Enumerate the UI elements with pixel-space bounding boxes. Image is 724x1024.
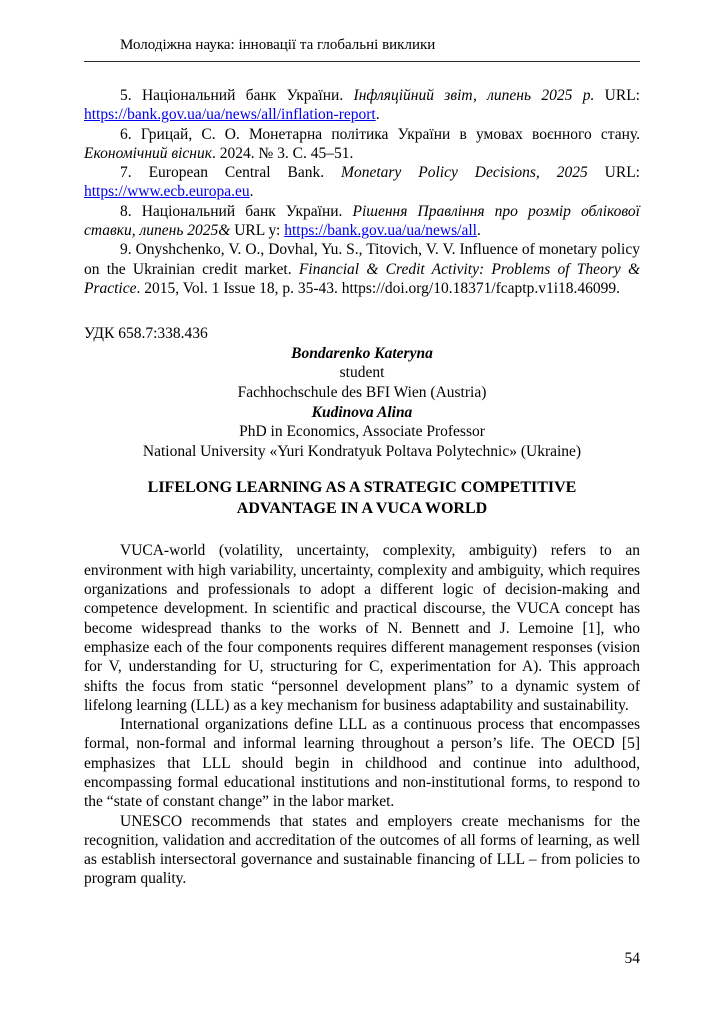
body-paragraph: International organizations define LLL as a continuous process that encompasses formal, non-formal and informal learning throughout a person’s life. The OECD [5] emphasizes that LLL should begin in childhood and continue into adulthood, encompassing formal educational institutions and non-institutional forms, to respond to the “state of constant change” in the labor market.: [84, 716, 640, 811]
reference-text: 8. Національний банк України.: [120, 202, 353, 220]
author-name: Kudinova Alina: [311, 403, 413, 421]
reference-text: .: [249, 183, 254, 201]
reference-text: URL у:: [230, 222, 285, 240]
author-role: PhD in Economics, Associate Professor: [239, 423, 485, 441]
udc-code: УДК 658.7:338.436: [84, 325, 208, 343]
reference-text: 6. Грицай, С. О. Монетарна політика України в умовах воєнного стану.: [120, 125, 640, 143]
reference-italic-text: Економічний вісник: [84, 144, 212, 162]
article-title: [84, 478, 640, 519]
author-affiliation: Fachhochschule des BFI Wien (Austria): [237, 384, 487, 402]
reference-text: . 2015, Vol. 1 Issue 18, p. 35-43. https://doi.org/10.18371/fcaptp.v1i18.46099.: [136, 279, 621, 297]
reference-link[interactable]: https://bank.gov.ua/ua/news/all/inflation-report: [84, 106, 376, 124]
author-affiliation: National University «Yuri Kondratyuk Poltava Polytechnic» (Ukraine): [142, 442, 582, 460]
running-header: [84, 36, 640, 62]
reference-italic-text: Monetary Policy Decisions, 2025: [341, 164, 588, 182]
running-header-text: Молодіжна наука: інновації та глобальні виклики: [120, 37, 436, 53]
reference-italic-text: Інфляційний звіт, липень 2025 р.: [353, 87, 595, 104]
reference-italic-text: Financial & Credit Activity: Problems of Theory & Practice: [84, 260, 641, 297]
reference-text: URL:: [587, 164, 640, 182]
body-paragraph: VUCA-world (volatility, uncertainty, complexity, ambiguity) refers to an environment with high variability, uncertainty, complexity and ambiguity, which requires organizations and professionals to adopt a different logic of decision-making and competence development. In scientific and practical discourse, the VUCA concept has become widespread thanks to the works of N. Bennett and J. Lemoine [1], who emphasize each of the four components requires different management responses (vision for V, understanding for U, structuring for C, experimentation for A). This approach shifts the focus from static “personnel development plans” to a dynamic system of lifelong learning (LLL) as a key mechanism for business adaptability and sustainability.: [84, 542, 640, 714]
reference-text: . 2024. № 3. С. 45–51.: [212, 144, 354, 162]
reference-link[interactable]: https://bank.gov.ua/ua/news/all: [284, 222, 477, 240]
reference-link[interactable]: https://www.ecb.europa.eu: [84, 183, 250, 201]
reference-item: [84, 240, 640, 298]
reference-italic-text: Рішення Правління про розмір облікової ставки, липень 2025&: [84, 202, 640, 240]
reference-text: 9. Onyshchenko, V. O., Dovhal, Yu. S., Titovich, V. V. Influence of monetary policy on the Ukrainian credit market.: [84, 241, 640, 278]
reference-item: [84, 202, 640, 241]
reference-text: 5. Національний банк України.: [120, 87, 354, 104]
author-role: student: [339, 364, 385, 382]
reference-item: [84, 86, 640, 125]
references-list: [84, 86, 640, 298]
reference-text: .: [375, 106, 380, 124]
body-paragraph: UNESCO recommends that states and employers create mechanisms for the recognition, validation and accreditation of the outcomes of all forms of learning, as well as establish intersectoral governance and sustainable financing of LLL – from policies to program quality.: [84, 812, 640, 888]
reference-item: [84, 163, 640, 202]
article-title-line: LIFELONG LEARNING AS A STRATEGIC COMPETITIVE: [147, 479, 577, 497]
reference-item: [84, 125, 640, 164]
author-block: [84, 344, 640, 462]
reference-text: 7. European Central Bank.: [120, 164, 342, 182]
reference-text: URL:: [594, 87, 640, 104]
page-number: 54: [624, 950, 640, 967]
article-body: [84, 541, 640, 888]
article-title-line: ADVANTAGE IN A VUCA WORLD: [236, 499, 488, 517]
reference-text: .: [476, 222, 481, 240]
author-name: Bondarenko Kateryna: [291, 344, 433, 362]
